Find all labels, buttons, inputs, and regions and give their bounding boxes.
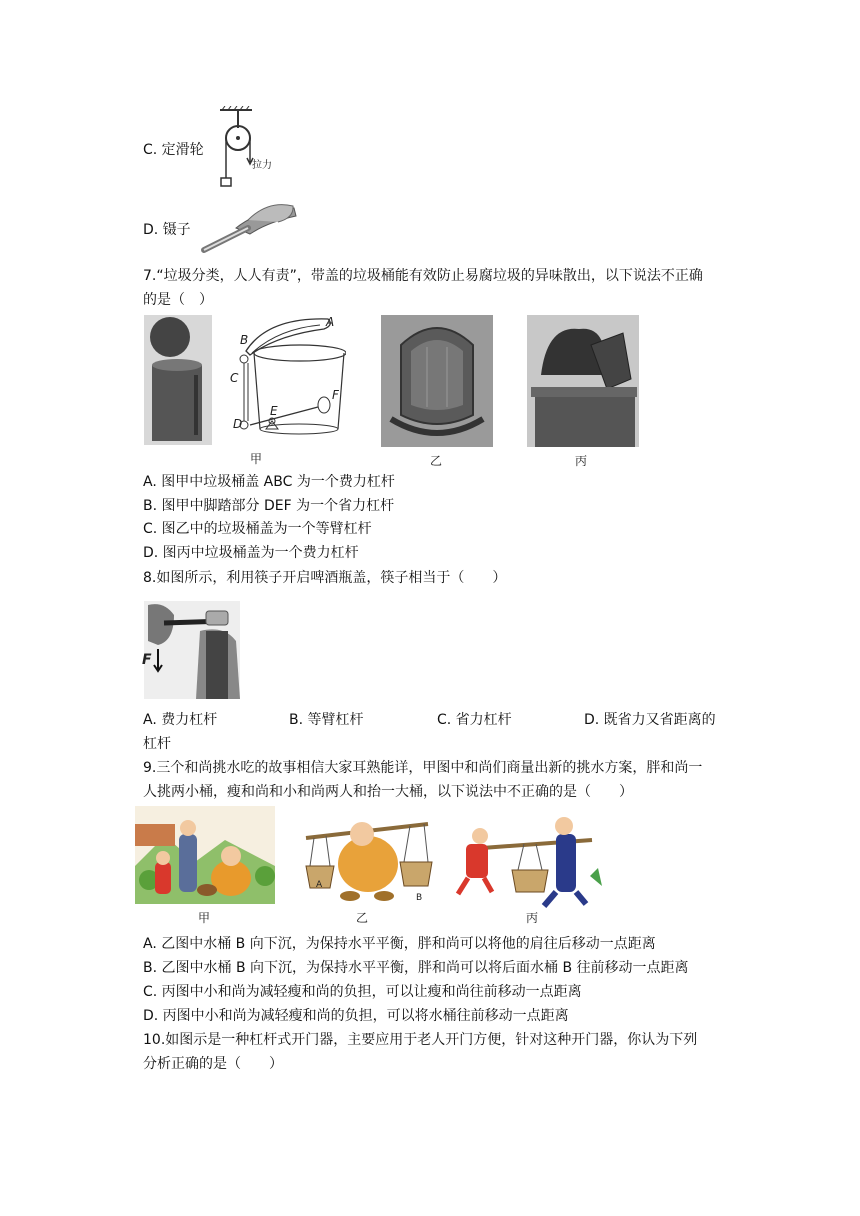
pulley-force-label: 拉力	[252, 160, 272, 171]
label-C: C	[230, 371, 239, 385]
q10-stem-line1: 10.如图示是一种杠杆式开门器，主要应用于老人开门方便，针对这种开门器，你认为下列	[143, 1032, 698, 1048]
caption-yi: 乙	[430, 454, 443, 468]
q6-option-c: C. 定滑轮	[143, 142, 204, 158]
q8-option-d: D. 既省力又省距离的	[584, 712, 716, 728]
chopstick-bottle-photo	[144, 601, 240, 699]
q7-stem-line2: 的是（ ）	[143, 292, 213, 308]
q8-option-d-continuation: 杠杆	[143, 736, 171, 752]
label-E: E	[270, 404, 278, 418]
label-D: D	[233, 417, 243, 431]
q8-option-a: A. 费力杠杆	[143, 712, 218, 728]
q9-label-A: A	[316, 880, 323, 890]
q9-stem-line2: 人挑两小桶，瘦和尚和小和尚两人和抬一大桶，以下说法中不正确的是（ ）	[143, 784, 633, 800]
q9-caption-jia: 甲	[198, 911, 211, 925]
q6-option-d: D. 镊子	[143, 222, 191, 238]
q7-option-a: A. 图甲中垃圾桶盖 ABC 为一个费力杠杆	[143, 474, 395, 490]
q9-option-c: C. 丙图中小和尚为减轻瘦和尚的负担，可以让瘦和尚往前移动一点距离	[143, 984, 582, 1000]
open-lid-photo	[527, 315, 639, 447]
two-monks-carrying-cartoon	[452, 814, 612, 908]
fixed-pulley-figure	[212, 106, 292, 190]
label-B: B	[240, 333, 249, 347]
q10-stem-line2: 分析正确的是（ ）	[143, 1056, 283, 1072]
tweezers-figure	[198, 200, 300, 260]
q9-label-B: B	[416, 893, 423, 903]
label-A: A	[326, 315, 335, 329]
label-F: F	[332, 388, 339, 402]
q9-stem-line1: 9.三个和尚挑水吃的故事相信大家耳熟能详，甲图中和尚们商量出新的挑水方案，胖和尚一	[143, 760, 703, 776]
q7-stem-line1: 7.“垃圾分类，人人有责”，带盖的垃圾桶能有效防止易腐垃圾的异味散出，以下说法不正确	[143, 268, 703, 284]
q9-option-a: A. 乙图中水桶 B 向下沉，为保持水平平衡，胖和尚可以将他的肩往后移动一点距离	[143, 936, 656, 952]
three-monks-cartoon	[135, 806, 275, 904]
trash-can-photo	[144, 315, 212, 445]
fat-monk-cartoon	[300, 818, 440, 904]
q8-force-label: F	[142, 652, 152, 668]
q7-option-d: D. 图丙中垃圾桶盖为一个费力杠杆	[143, 545, 359, 561]
q8-stem: 8.如图所示，利用筷子开启啤酒瓶盖，筷子相当于（ ）	[143, 570, 507, 586]
q8-option-b: B. 等臂杠杆	[289, 712, 364, 728]
caption-jia: 甲	[250, 452, 263, 466]
q9-caption-bing: 丙	[526, 911, 539, 925]
q9-caption-yi: 乙	[356, 911, 369, 925]
q9-option-b: B. 乙图中水桶 B 向下沉，为保持水平平衡，胖和尚可以将后面水桶 B 往前移动一点距离	[143, 960, 689, 976]
q7-option-b: B. 图甲中脚踏部分 DEF 为一个省力杠杆	[143, 498, 395, 514]
q7-option-c: C. 图乙中的垃圾桶盖为一个等臂杠杆	[143, 521, 372, 537]
swing-lid-photo	[381, 315, 493, 447]
q8-option-c: C. 省力杠杆	[437, 712, 512, 728]
caption-bing: 丙	[575, 454, 588, 468]
q9-option-d: D. 丙图中小和尚为减轻瘦和尚的负担，可以将水桶往前移动一点距离	[143, 1008, 569, 1024]
